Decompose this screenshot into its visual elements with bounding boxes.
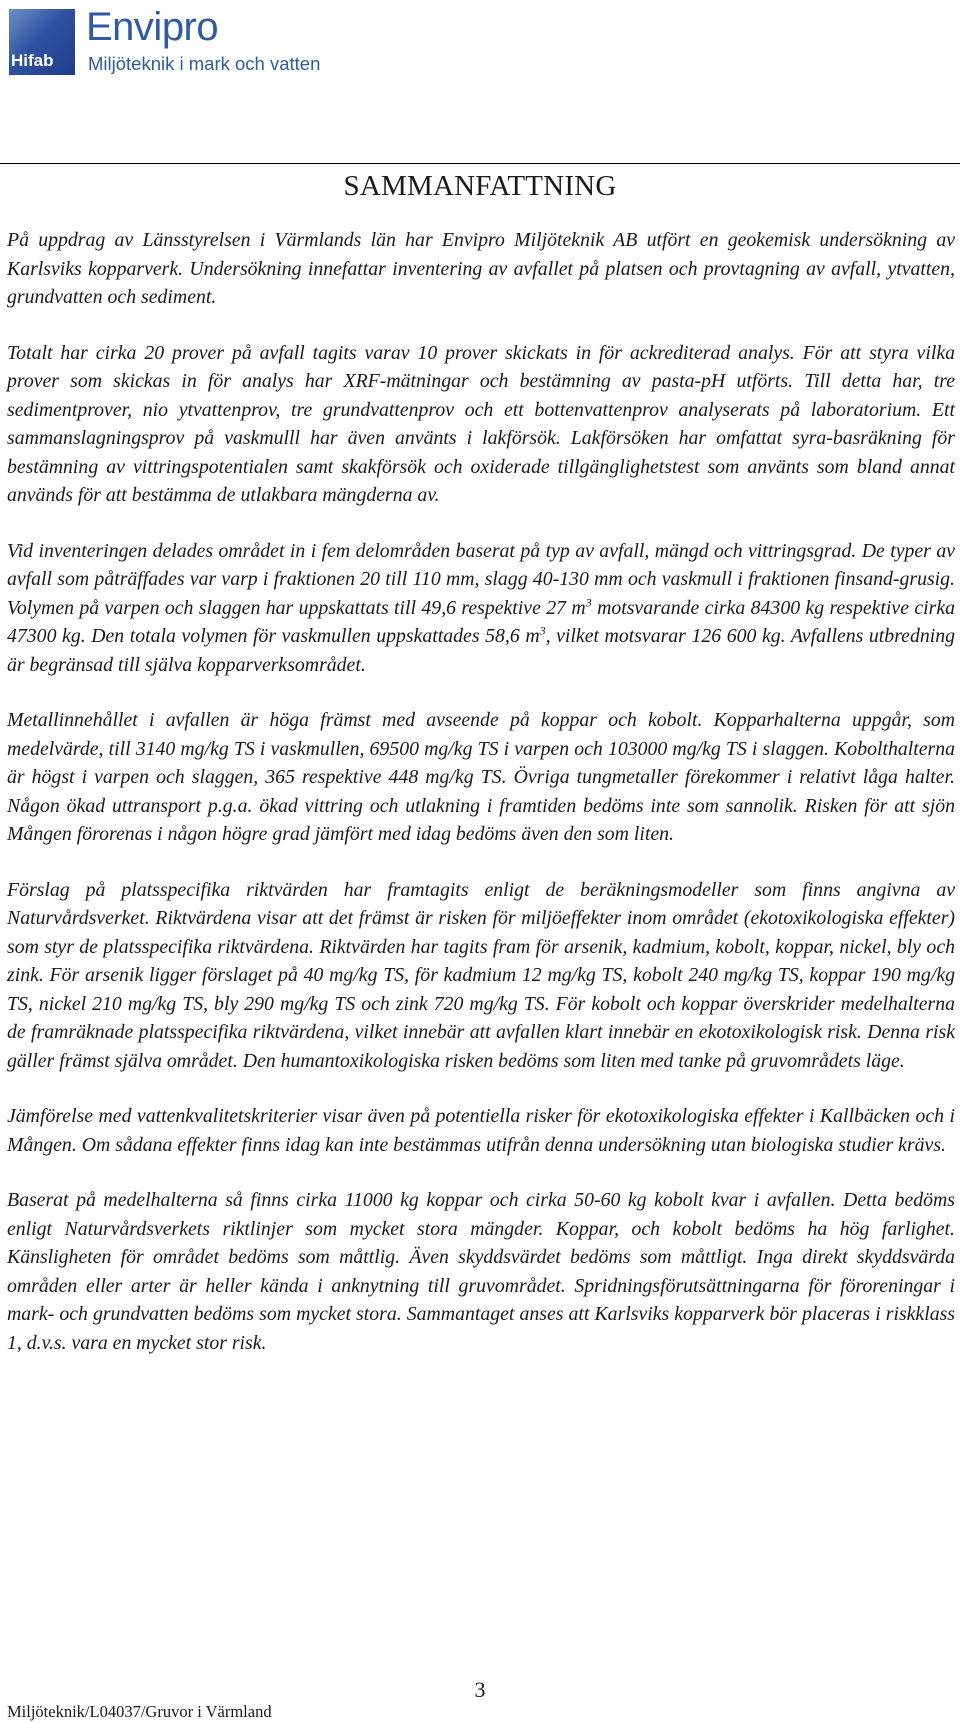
superscript-cubic: 3 [585,594,592,609]
summary-body [7,226,955,1384]
paragraph-3 [7,537,955,680]
page-number: 3 [474,1677,486,1702]
page-title: SAMMANFATTNING [343,170,617,202]
paragraph-7: Baserat på medelhalterna så finns cirka 11000 kg koppar och cirka 50-60 kg kobolt kvar i avfallen. Detta bedöms enligt Naturvårdsverkets riktlinjer som mycket stora mängder. Koppar, och kobolt bedöms ha hög farlighet. Känsligheten för området bedöms som måttlig. Även skyddsvärdet bedöms som måttligt. Inga direkt skyddsvärda områden eller arter är heller kända i anknytning till gruvområdet. Spridningsförutsättningarna för föroreningar i mark- och grundvatten bedöms som mycket stora. Sammantaget anses att Karlsviks kopparverk bör placeras i riskklass 1, d.v.s. vara en mycket stor risk. [7,1189,955,1354]
paragraph-5: Förslag på platsspecifika riktvärden har framtagits enligt de beräkningsmodeller som finns angivna av Naturvårdsverket. Riktvärdena visar att det främst är risken för miljöeffekter inom området (ekotoxikologiska effekter) som styr de platsspecifika riktvärdena. Riktvärden har tagits fram för arsenik, kadmium, kobolt, koppar, nickel, bly och zink. För arsenik ligger förslaget på 40 mg/kg TS, för kadmium 12 mg/kg TS, kobolt 240 mg/kg TS, koppar 190 mg/kg TS, nickel 210 mg/kg TS, bly 290 mg/kg TS och zink 720 mg/kg TS. För kobolt och koppar överskrider medelhalterna de framräknade platsspecifika riktvärdena, vilket innebär att avfallen klart innebär en ekotoxikologisk risk. Denna risk gäller främst själva området. Den humantoxikologiska risken bedöms som liten med tanke på gruvområdets läge. [7,878,955,1072]
paragraph-4: Metallinnehållet i avfallen är höga främst med avseende på koppar och kobolt. Kopparhalterna uppgår, som medelvärde, till 3140 mg/kg TS i vaskmullen, 69500 mg/kg TS i varpen och 103000 mg/kg TS i slaggen. Kobolthalterna är högst i varpen och slaggen, 365 respektive 448 mg/kg TS. Övriga tungmetaller förekommer i relativt låga halter. Någon ökad uttransport p.g.a. ökad vittring och utlakning i framtiden bedöms inte som sannolik. Risken för att sjön Mången förorenas i någon högre grad jämfört med idag bedöms även den som liten. [7,709,955,845]
paragraph-6: Jämförelse med vattenkvalitetskriterier visar även på potentiella risker för ekotoxikologiska effekter i Kallbäcken och i Mången. Om sådana effekter finns idag kan inte bestämmas utifrån denna undersökning utan biologiska studier krävs. [7,1105,955,1156]
paragraph-3-part-a: Vid inventeringen delades området in i fem delområden baserat på typ av avfall, mängd och vittringsgrad. De typer av avfall som påträffades var varp i fraktionen 20 till 110 mm, slagg 40-130 mm och vaskmull i fraktionen finsand-grusig. Volymen på varpen och slaggen har uppskattats till 49,6 respektive 27 m [7,539,955,619]
company-logo [9,5,329,79]
logo-name: Envipro [86,5,219,49]
header-divider [0,163,960,164]
logo-tagline: Miljöteknik i mark och vatten [88,53,321,74]
paragraph-1: På uppdrag av Länsstyrelsen i Värmlands län har Envipro Miljöteknik AB utfört en geokemisk undersökning av Karlsviks kopparverk. Undersökning innefattar inventering av avfallet på platsen och provtagning av avfall, ytvatten, grundvatten och sediment. [7,229,955,308]
paragraph-3-part-c: , vilket motsvarar 126 600 kg. Avfallens utbredning är begränsad till själva kopparverksområdet. [7,625,955,676]
paragraph-2: Totalt har cirka 20 prover på avfall tagits varav 10 prover skickats in för ackrediterad analys. För att styra vilka prover som skickas in för analys har XRF-mätningar och bestämning av pasta-pH utförts. Till detta har, tre sedimentprover, nio ytvattenprov, tre grundvattenprov och ett bottenvattenprov analyserats på laboratorium. Ett sammanslagningsprov på vaskmulll har även använts i lakförsök. Lakförsöken har omfattat syra-basräkning för bestämning av vittringspotentialen samt skakförsök och oxiderade tillgänglighetstest som använts som bland annat används för att bestämma de utlakbara mängderna av. [7,341,955,506]
paragraph-3-part-b: motsvarande cirka 84300 kg respektive cirka 47300 kg. Den totala volymen för vaskmullen uppskattades 58,6 m [7,596,955,647]
footer-reference: Miljöteknik/L04037/Gruvor i Värmland [7,1702,272,1721]
superscript-cubic: 3 [539,623,546,638]
logo-mark [9,9,75,75]
logo-mark-text: Hifab [11,51,54,70]
